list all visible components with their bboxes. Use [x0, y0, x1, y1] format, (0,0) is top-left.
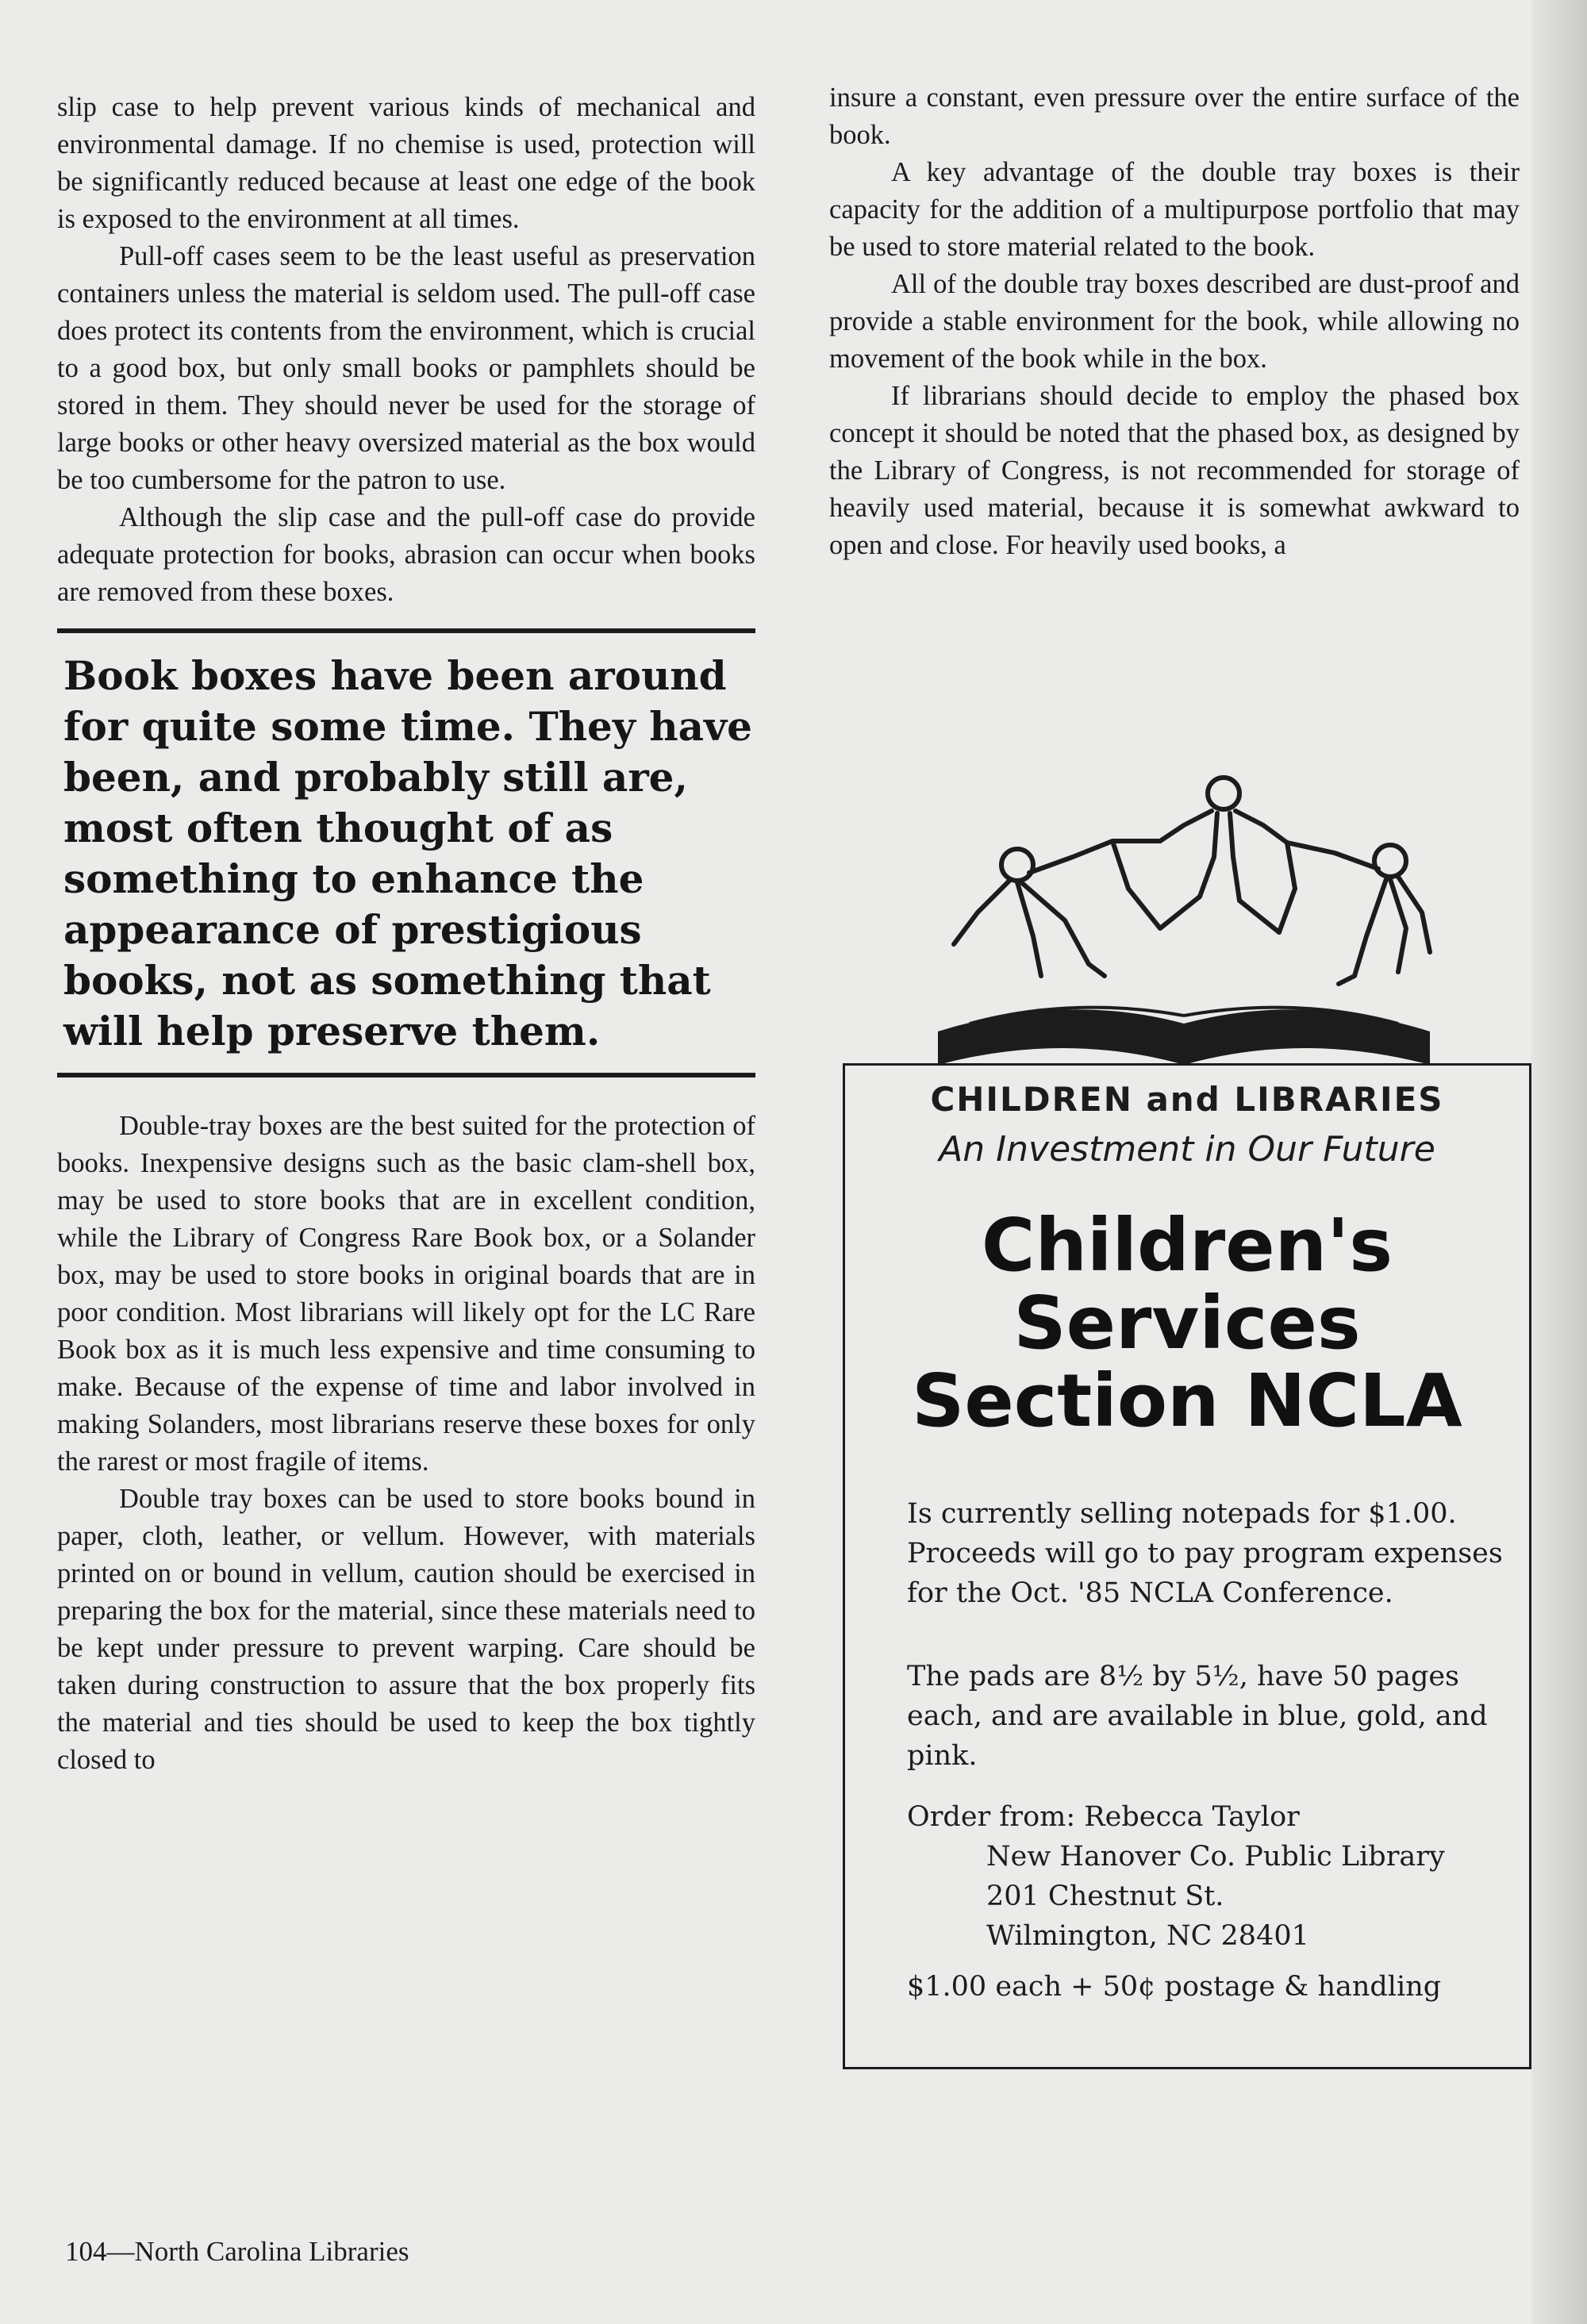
paragraph: Double-tray boxes are the best suited for the protection of books. Inexpensive designs such as the basic clam-shell box, may be used to store books that are in excellent condition, while the Library of Congress Rare Book box, or a Solander box, may be used to store books in original boards that are in poor condition. Most librarians will likely opt for the LC Rare Book box as it is much less expensive and time consuming to make. Because of the expense of time and labor involved in making Solanders, most librarians reserve these boxes for only the rarest or most fragile of items. [57, 1111, 755, 1477]
heading-line: Services [1013, 1281, 1361, 1366]
paragraph: Although the slip case and the pull-off case do provide adequate protection for books, abrasion can occur when books are removed from these boxes. [57, 502, 755, 607]
ad-sale-text: Is currently selling notepads for $1.00. Proceeds will go to pay program expenses for the Oct. '85 NCLA Conference. [907, 1498, 1503, 1609]
children-on-book-logo-icon [922, 770, 1446, 1071]
ad-pad-details: The pads are 8½ by 5½, have 50 pages each, and are available in blue, gold, and pink. [907, 1661, 1488, 1772]
paragraph: insure a constant, even pressure over the entire surface of the book. [829, 83, 1520, 150]
paragraph: All of the double tray boxes described are dust-proof and provide a stable environment for the book, while allowing no movement of the book while in the box. [829, 269, 1520, 374]
ad-price: $1.00 each + 50¢ postage & handling [907, 1971, 1442, 2003]
right-text [829, 79, 1520, 564]
left-text-bottom [57, 1108, 755, 1779]
left-text-top [57, 89, 755, 611]
ad-heading [845, 1203, 1529, 1443]
paragraph: Pull-off cases seem to be the least useful as preservation containers unless the material is seldom used. The pull-off case does protect its contents from the environment, which is crucial to a good box, but only small books or pamphlets should be stored in them. They should never be used for the storage of large books or other heavy oversized material as the box would be too cumbersome for the patron to use. [57, 241, 755, 495]
paragraph: If librarians should decide to employ the phased box concept it should be noted that the phased box, as designed by the Library of Congress, is not recommended for storage of heavily used material, because it is somewhat awkward to open and close. For heavily used books, a [829, 381, 1520, 560]
ad-order-block [907, 1797, 1510, 1956]
logo-subtitle: An Investment in Our Future [939, 1129, 1435, 1170]
heading-line: Section NCLA [912, 1358, 1462, 1443]
ad-box [843, 1063, 1531, 2069]
paragraph: A key advantage of the double tray boxes is their capacity for the addition of a multipurpose portfolio that may be used to store material related to the book. [829, 157, 1520, 262]
right-column [829, 79, 1520, 564]
paragraph: slip case to help prevent various kinds of mechanical and environmental damage. If no chemise is used, protection will be significantly reduced because at least one edge of the book is exposed to the environment at all times. [57, 92, 755, 234]
ncla-advertisement [843, 762, 1531, 2071]
heading-line: Children's [981, 1203, 1393, 1288]
pull-quote: Book boxes have been around for quite some time. They have been, and probably still are, most often thought of as something to enhance the appearance of prestigious books, not as something that will help preserve them. [63, 652, 752, 1054]
paragraph: Double tray boxes can be used to store books bound in paper, cloth, leather, or vellum. However, with materials printed on or bound in vellum, caution should be exercised in preparing the box for the material, since these materials need to be kept under pressure to prevent warping. Care should be taken during construction to assure that the box properly fits the material and ties should be used to keep the box tightly closed to [57, 1484, 755, 1775]
address-line: 201 Chestnut St. [986, 1880, 1224, 1912]
page-footer: 104—North Carolina Libraries [65, 2236, 409, 2267]
left-column [57, 89, 755, 1779]
address-line: Wilmington, NC 28401 [986, 1920, 1309, 1952]
address-line: New Hanover Co. Public Library [986, 1841, 1445, 1873]
page-edge-shadow [1531, 0, 1587, 2324]
order-label: Order from: Rebecca Taylor [907, 1801, 1300, 1833]
logo-title: CHILDREN and LIBRARIES [930, 1080, 1444, 1119]
